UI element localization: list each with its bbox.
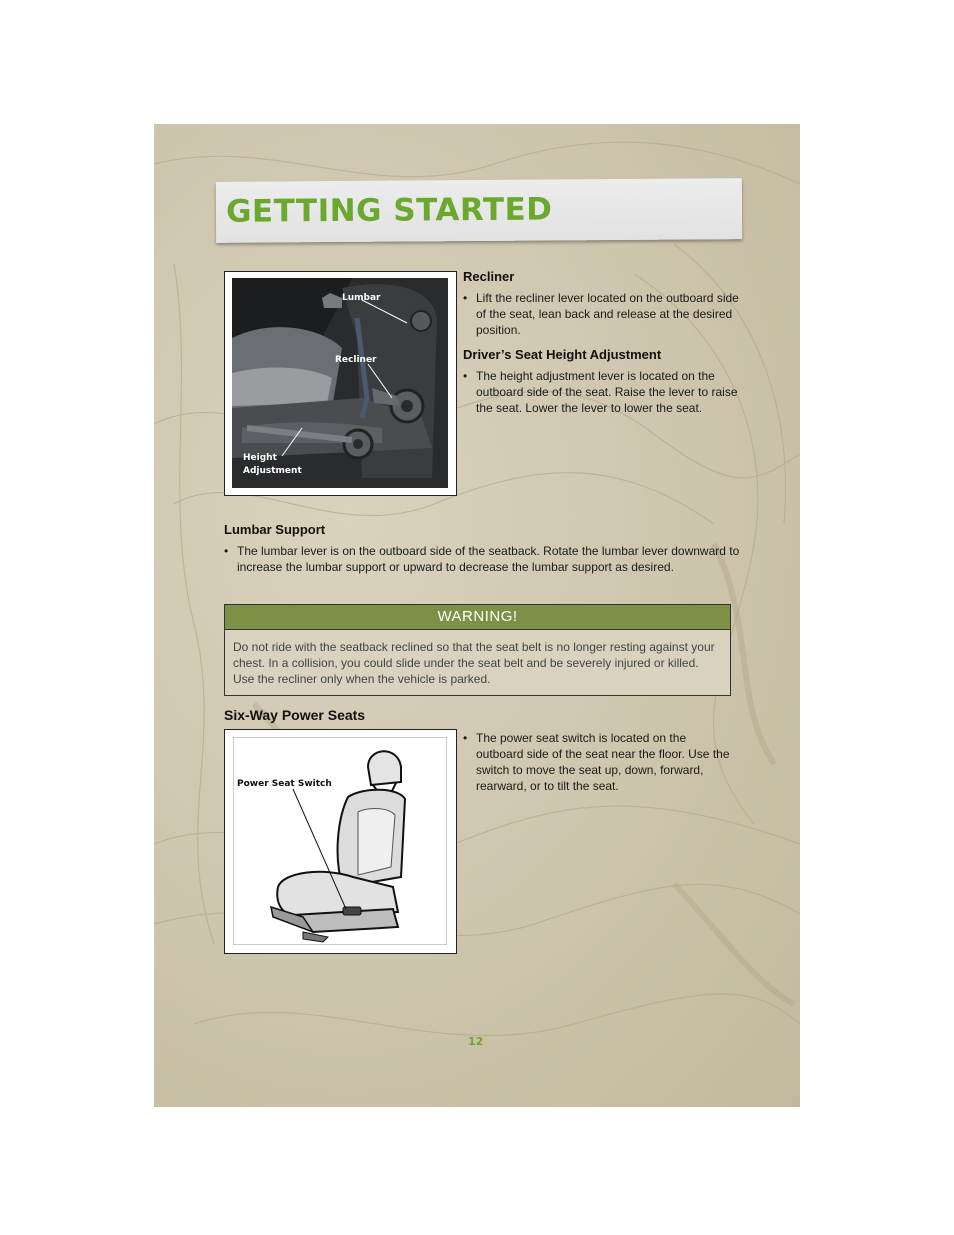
recliner-bullet: • Lift the recliner lever located on the outboard side of the seat, lean back and release at the desired position. (463, 290, 741, 338)
page-number: 12 (468, 1035, 484, 1048)
power-seat-illustration-frame (224, 729, 457, 954)
seat-levers-photo-frame (224, 271, 457, 496)
height-adjustment-heading: Driver’s Seat Height Adjustment (463, 347, 662, 362)
height-adjustment-bullet: • The height adjustment lever is located on the outboard side of the seat. Raise the lever to raise the seat. Lower the lever to lower the seat. (463, 368, 741, 416)
warning-body: Do not ride with the seatback reclined so that the seat belt is no longer resting against your chest. In a collision, you could slide under the seat belt and be severely injured or killed. Use the recliner only when the vehicle is parked. (233, 640, 715, 686)
power-seat-switch-label: Power Seat Switch (237, 779, 332, 789)
lumbar-label: Lumbar (342, 293, 381, 303)
warning-title: WARNING! (225, 605, 730, 630)
recliner-label: Recliner (335, 355, 377, 365)
power-seat-illustration (233, 737, 447, 945)
power-seats-heading: Six-Way Power Seats (224, 707, 366, 723)
page-title: GETTING STARTED (225, 191, 553, 230)
lumbar-heading: Lumbar Support (224, 522, 326, 537)
section-banner (216, 178, 742, 243)
power-seats-bullet: • The power seat switch is located on the outboard side of the seat near the floor. Use the switch to move the seat up, down, forward, rearward, or to tilt the seat. (463, 730, 734, 794)
height-label-line2: Adjustment (243, 466, 302, 476)
page-background (154, 124, 800, 1107)
seat-levers-photo (232, 278, 448, 488)
lumbar-bullet: • The lumbar lever is on the outboard side of the seatback. Rotate the lumbar lever downward to increase the lumbar support or upward to decrease the lumbar support as desired. (224, 543, 740, 575)
height-label-line1: Height (243, 453, 277, 463)
warning-box (224, 604, 731, 696)
recliner-heading: Recliner (463, 269, 515, 284)
